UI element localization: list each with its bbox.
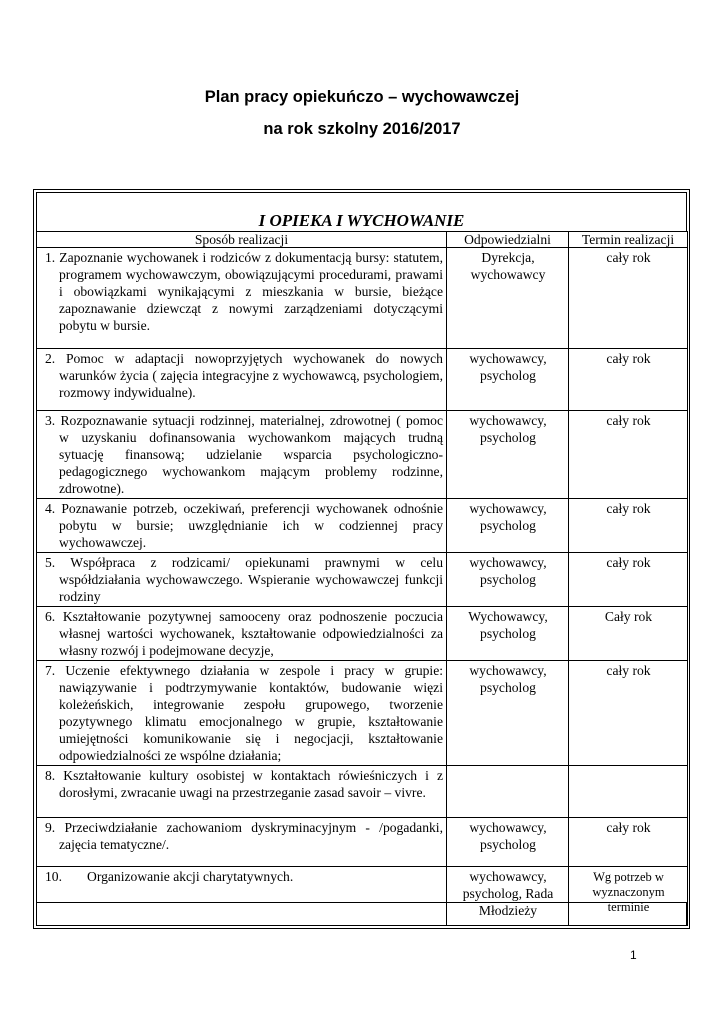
row-description (37, 248, 447, 349)
row-number: 4. (45, 501, 56, 516)
row-term: cały rok (569, 661, 688, 766)
row-description (37, 818, 447, 867)
row-responsible (447, 766, 569, 818)
row-text: Organizowanie akcji charytatywnych. (87, 869, 294, 884)
row-term: Cały rok (569, 607, 688, 661)
column-header-responsible: Odpowiedzialni (447, 232, 569, 248)
row-term: cały rok (569, 499, 688, 553)
row-text: Poznawanie potrzeb, oczekiwań, preferencji wychowanek odnośnie pobytu w bursie; uwzględnianie ich w codziennej pracy wychowawczej. (59, 501, 444, 550)
plan-table (36, 231, 688, 926)
row-number: 7. (45, 663, 56, 678)
page-number: 1 (630, 948, 637, 962)
table-row (37, 411, 688, 499)
row-number: 6. (45, 609, 56, 624)
row-text: Współpraca z rodzicami/ opiekunami prawnymi w celu współdziałania wychowawczego. Wspieranie wychowawczej funkcji rodziny (59, 555, 443, 604)
row-number: 3. (45, 413, 56, 428)
row-term (569, 766, 688, 818)
column-header-term: Termin realizacji (569, 232, 688, 248)
row-description (37, 349, 447, 411)
document-title-line-1: Plan pracy opiekuńczo – wychowawczej (204, 88, 520, 106)
row-responsible: wychowawcy, psycholog (447, 411, 569, 499)
row-description (37, 553, 447, 607)
section-header-box (36, 192, 687, 232)
table-header-row (37, 232, 688, 248)
row-text: Kształtowanie kultury osobistej w kontaktach rówieśniczych i z dorosłymi, zwracanie uwagi na przestrzeganie zasad savoir – vivre. (59, 768, 443, 800)
row-number: 5. (45, 555, 56, 570)
table-row (37, 766, 688, 818)
row-text: Zapoznanie wychowanek i rodziców z dokumentacją bursy: statutem, programem wychowawczym, obowiązującymi procedurami, prawami i obowiązkami wynikającymi z mieszkania w bursie, bieżące zapoznawanie dziewcząt z nowymi zarządzeniami dotyczącymi pobytu w bursie. (59, 250, 443, 333)
row-responsible: Dyrekcja, wychowawcy (447, 248, 569, 349)
row-text: Rozpoznawanie sytuacji rodzinnej, materialnej, zdrowotnej ( pomoc w uzyskaniu dofinansowania wychowankom mających trudną sytuację finansową; udzielanie wsparcia psychologiczno-pedagogicznego wychowankom mającym problemy rodzinne, zdrowotne). (59, 413, 443, 496)
row-term: cały rok (569, 349, 688, 411)
row-description (37, 411, 447, 499)
row-text: Przeciwdziałanie zachowaniom dyskryminacyjnym - /pogadanki, zajęcia tematyczne/. (59, 820, 443, 852)
row-responsible: wychowawcy, psycholog (447, 349, 569, 411)
row-text: Pomoc w adaptacji nowoprzyjętych wychowanek do nowych warunków życia ( zajęcia integracyjne z wychowawcą, psychologiem, rozmowy indywidualne). (59, 351, 443, 400)
row-term: cały rok (569, 818, 688, 867)
table-row (37, 818, 688, 867)
table-row (37, 248, 688, 349)
row-responsible: wychowawcy, psycholog (447, 499, 569, 553)
row-term: cały rok (569, 411, 688, 499)
table-row (37, 553, 688, 607)
row-text: Kształtowanie pozytywnej samooceny oraz podnoszenie poczucia własnej wartości wychowanek, kształtowanie odpowiedzialności za własny rozwój i podejmowane decyzje, (59, 609, 443, 658)
row-description (37, 661, 447, 766)
table-row (37, 661, 688, 766)
row-responsible: wychowawcy, psycholog (447, 818, 569, 867)
row-term: cały rok (569, 248, 688, 349)
section-title: I OPIEKA I WYCHOWANIE (258, 211, 465, 230)
row-number: 2. (45, 351, 56, 366)
row-term: cały rok (569, 553, 688, 607)
row-responsible: wychowawcy, psycholog, Rada Młodzieży (447, 867, 569, 926)
row-text: Uczenie efektywnego działania w zespole i pracy w grupie: nawiązywanie i podtrzymywanie kontaktów, budowanie więzi koleżeńskich, integrowanie zespołu grupowego, tworzenie pozytywnego klimatu emocjonalnego w grupie, kształtowanie umiejętności komunikowanie się i negocjacji, kształtowanie odpowiedzialności ze wspólne działania; (59, 663, 444, 763)
row-responsible: wychowawcy, psycholog (447, 553, 569, 607)
document-title-line-2: na rok szkolny 2016/2017 (263, 120, 461, 138)
table-row (37, 607, 688, 661)
row-responsible: Wychowawcy, psycholog (447, 607, 569, 661)
row-description (37, 607, 447, 661)
table-row (37, 499, 688, 553)
row-description (37, 499, 447, 553)
row-description (37, 766, 447, 818)
row-number: 9. (45, 820, 56, 835)
footer-empty-box (36, 902, 687, 926)
table-row (37, 349, 688, 411)
row-number: 1. (45, 250, 56, 265)
row-responsible: wychowawcy, psycholog (447, 661, 569, 766)
column-header-method: Sposób realizacji (37, 232, 447, 248)
row-number: 10. (45, 869, 62, 884)
row-term: Wg potrzeb w wyznaczonym terminie (569, 867, 688, 926)
row-number: 8. (45, 768, 56, 783)
